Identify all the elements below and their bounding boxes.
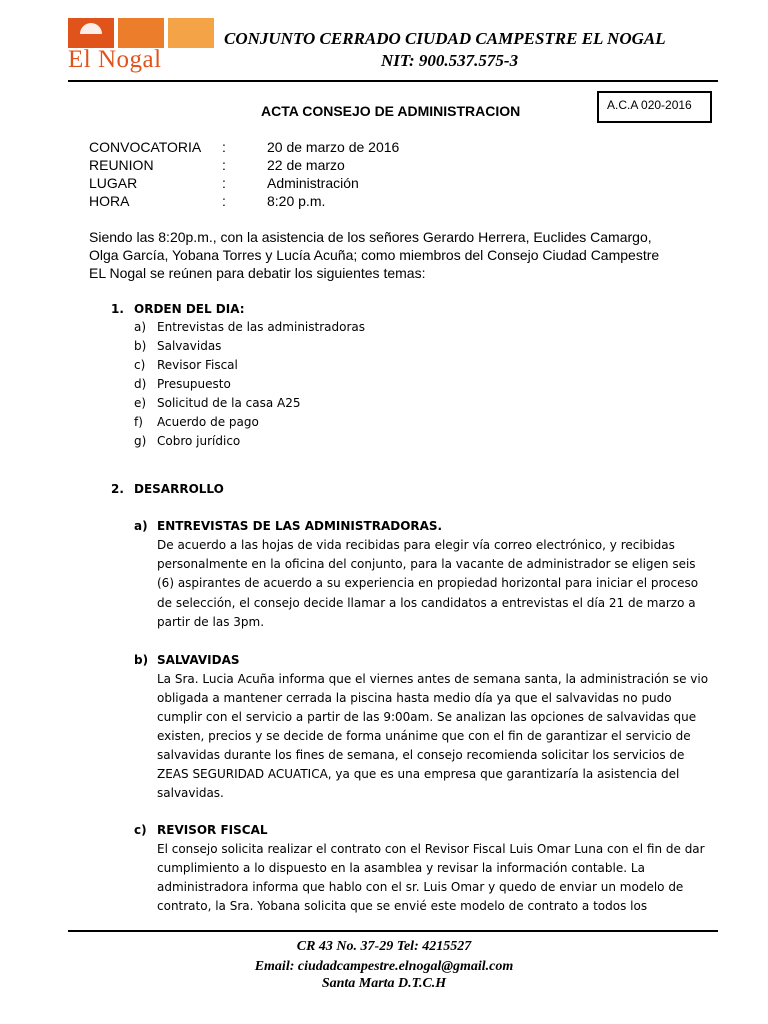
subsection-letter: a) — [134, 519, 148, 533]
meta-colon: : — [222, 193, 226, 209]
agenda-item: Solicitud de la casa A25 — [157, 396, 301, 410]
organization-nit: NIT: 900.537.575-3 — [381, 51, 519, 70]
intro-line: Olga García, Yobana Torres y Lucía Acuña; como miembros del Consejo Ciudad Campestre — [89, 247, 660, 263]
meta-label: HORA — [89, 193, 130, 209]
meta-value: 22 de marzo — [267, 157, 345, 173]
sun-icon — [80, 23, 102, 34]
agenda-item-letter: f) — [134, 415, 143, 429]
meta-colon: : — [222, 139, 226, 155]
agenda-item-letter: g) — [134, 434, 147, 448]
footer-address: CR 43 No. 37-29 Tel: 4215527 — [296, 939, 472, 954]
body-line: administradora informa que hablo con el sr. Luis Omar y quedo de enviar un modelo de — [157, 880, 684, 894]
development-heading: DESARROLLO — [134, 482, 224, 496]
logo-block — [118, 18, 164, 48]
body-line: cumplimiento a lo dispuesto en la asamblea y revisar la información contable. La — [157, 861, 645, 875]
logo-block — [168, 18, 214, 48]
footer-divider — [68, 930, 718, 932]
body-line: De acuerdo a las hojas de vida recibidas para elegir vía correo electrónico, y recibidas — [157, 538, 675, 552]
document-title: ACTA CONSEJO DE ADMINISTRACION — [261, 103, 521, 119]
subsection-heading: SALVAVIDAS — [157, 653, 240, 667]
logo-block — [68, 18, 114, 48]
agenda-item-letter: b) — [134, 339, 147, 353]
agenda-item: Revisor Fiscal — [157, 358, 238, 372]
body-line: cumplir con el servicio a partir de las 9:00am. Se analizan las opciones de salvavidas que — [157, 710, 697, 724]
section-number: 1. — [111, 302, 124, 316]
meta-value: 20 de marzo de 2016 — [267, 139, 400, 155]
logo — [68, 18, 214, 74]
body-line: obligada a mantener cerrada la piscina hasta medio día ya que el salvavidas no pudo — [157, 691, 672, 705]
subsection-letter: b) — [134, 653, 149, 667]
document-code: A.C.A 020-2016 — [607, 98, 692, 112]
organization-name: CONJUNTO CERRADO CIUDAD CAMPESTRE EL NOGAL — [224, 29, 666, 48]
body-line: ZEAS SEGURIDAD ACUATICA, ya que es una empresa que garantizaría la asistencia del — [157, 767, 680, 781]
meta-colon: : — [222, 157, 226, 173]
intro-line: EL Nogal se reúnen para debatir los siguientes temas: — [89, 265, 426, 281]
body-line: salvavidas. — [157, 786, 224, 800]
meta-value: Administración — [267, 175, 359, 191]
body-line: La Sra. Lucia Acuña informa que el viernes antes de semana santa, la administración se vio — [157, 672, 709, 686]
agenda-item-letter: a) — [134, 320, 147, 334]
agenda-item-letter: c) — [134, 358, 146, 372]
subsection-letter: c) — [134, 823, 147, 837]
body-line: salvavidas durante los fines de semana, el consejo recomienda solicitar los servicios de — [157, 748, 685, 762]
body-line: personalmente en la oficina del conjunto, para la vacante de administrador se eligen seis — [157, 557, 696, 571]
footer-city: Santa Marta D.T.C.H — [321, 976, 447, 991]
agenda-item: Presupuesto — [157, 377, 231, 391]
body-line: de selección, el consejo decide llamar a los candidatos a entrevistas el día 21 de marzo a — [157, 596, 696, 610]
agenda-item: Cobro jurídico — [157, 434, 241, 448]
agenda-item: Acuerdo de pago — [157, 415, 259, 429]
meta-value: 8:20 p.m. — [267, 193, 326, 209]
meta-label: REUNION — [89, 157, 154, 173]
meta-label: LUGAR — [89, 175, 138, 191]
subsection-heading: REVISOR FISCAL — [157, 823, 268, 837]
logo-text: El Nogal — [68, 46, 162, 73]
agenda-item-letter: e) — [134, 396, 147, 410]
body-line: existen, precios y se decide de forma unánime que con el fin de garantizar el servicio de — [157, 729, 691, 743]
body-line: El consejo solicita realizar el contrato con el Revisor Fiscal Luis Omar Luna con el fin de dar — [157, 842, 705, 856]
footer-email: Email: ciudadcampestre.elnogal@gmail.com — [254, 959, 514, 974]
header-divider — [68, 80, 718, 82]
section-number: 2. — [111, 482, 124, 496]
agenda-item-letter: d) — [134, 377, 147, 391]
agenda-item: Entrevistas de las administradoras — [157, 320, 366, 334]
body-line: contrato, la Sra. Yobana solicita que se envié este modelo de contrato a todos los — [157, 899, 648, 913]
meta-label: CONVOCATORIA — [89, 139, 202, 155]
agenda-item: Salvavidas — [157, 339, 222, 353]
intro-line: Siendo las 8:20p.m., con la asistencia de los señores Gerardo Herrera, Euclides Camargo, — [89, 229, 652, 245]
subsection-heading: ENTREVISTAS DE LAS ADMINISTRADORAS. — [157, 519, 443, 533]
meta-colon: : — [222, 175, 226, 191]
body-line: partir de las 3pm. — [157, 615, 265, 629]
body-line: (6) aspirantes de acuerdo a su experiencia en propiedad horizontal para iniciar el proceso — [157, 576, 699, 590]
agenda-heading: ORDEN DEL DIA: — [134, 302, 245, 316]
